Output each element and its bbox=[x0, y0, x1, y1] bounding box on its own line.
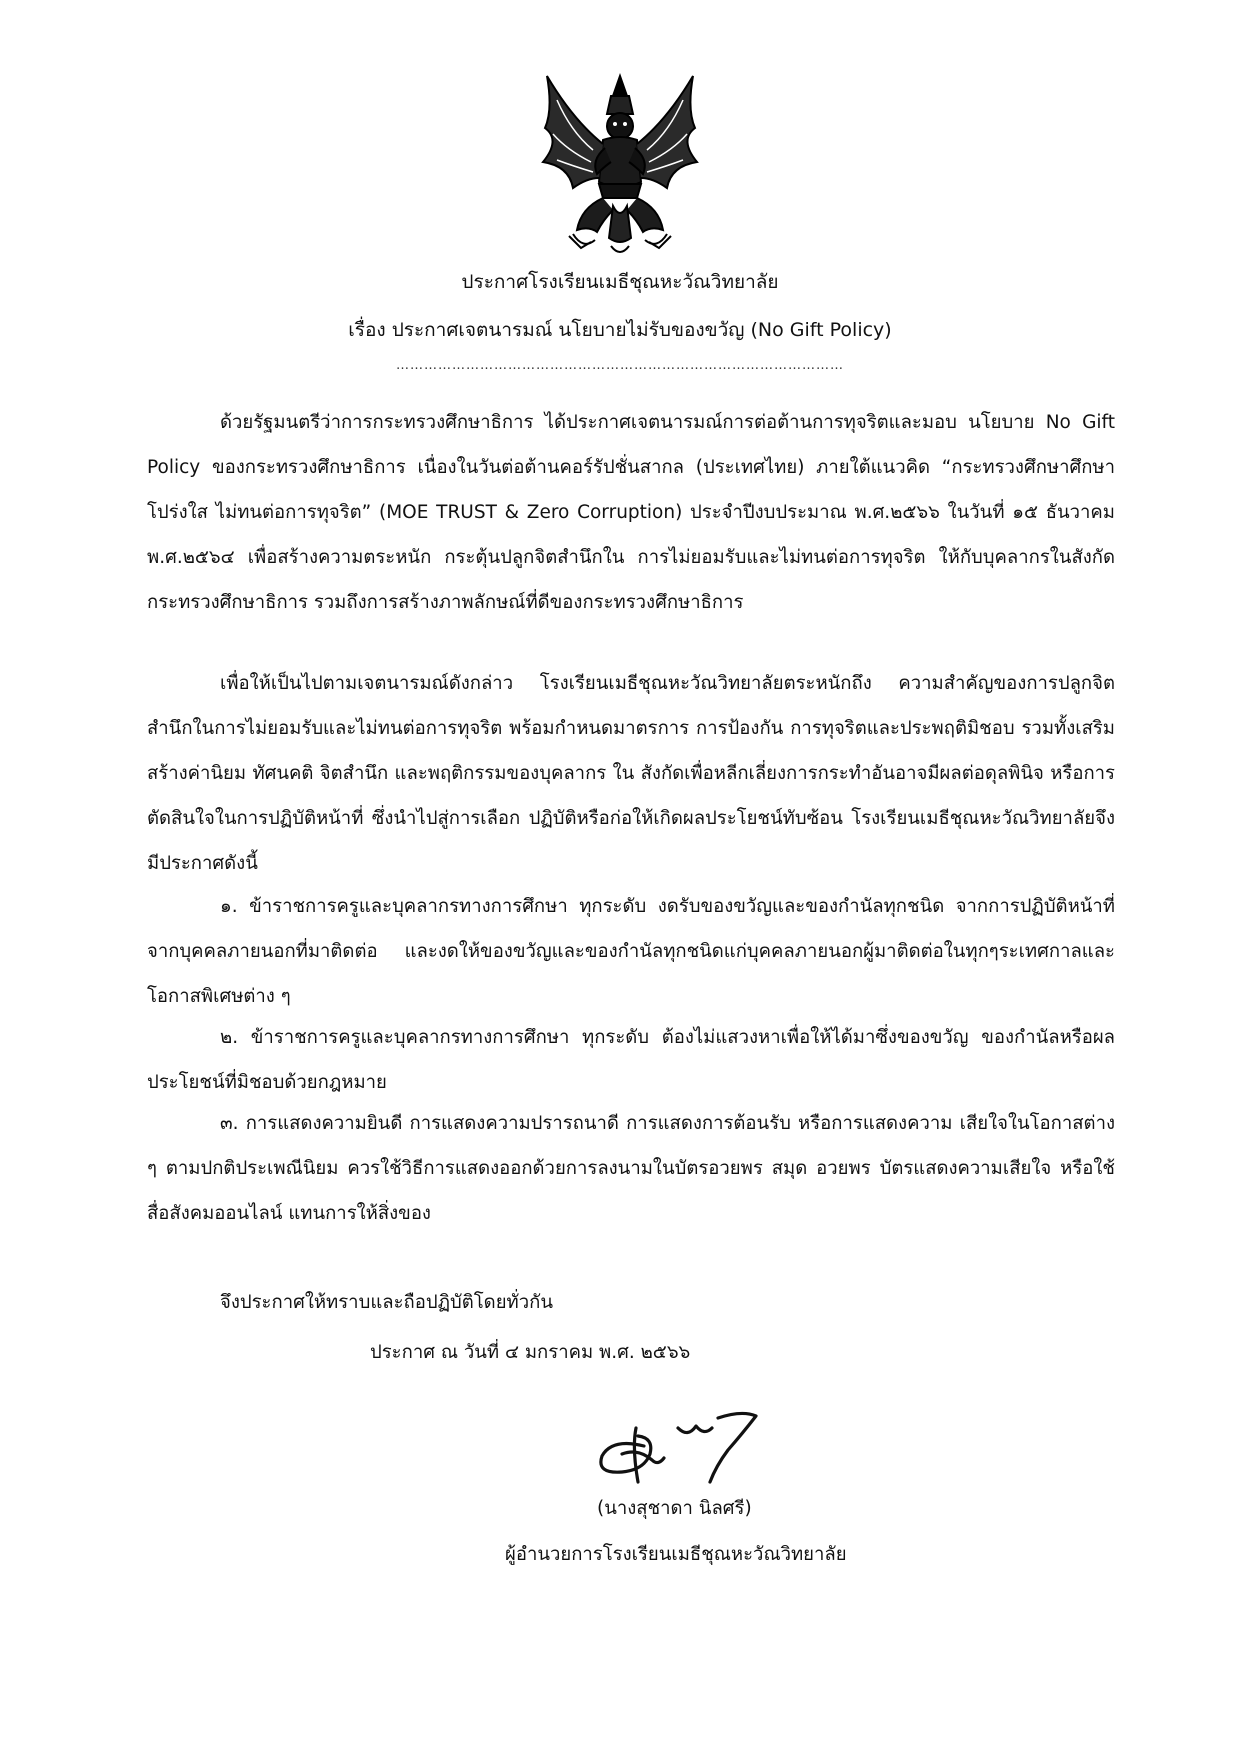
purpose-paragraph: เพื่อให้เป็นไปตามเจตนารมณ์ดังกล่าว โรงเรียนเมธีชุณหะวัณวิทยาลัยตระหนักถึง ความสำคัญของการปลูกจิตสำนึกในการไม่ยอมรับและไม่ทนต่อการทุจริต พร้อมกำหนดมาตรการ การป้องกัน การทุจริตและประพฤติมิชอบ รวมทั้งเสริมสร้างค่านิยม ทัศนคติ จิตสำนึก และพฤติกรรมของบุคลากร ใน สังกัดเพื่อหลีกเลี่ยงการกระทำอันอาจมีผลต่อดุลพินิจ หรือการตัดสินใจในการปฏิบัติหน้าที่ ซึ่งนำไปสู่การเลือก ปฏิบัติหรือก่อให้เกิดผลประโยชน์ทับซ้อน โรงเรียนเมธีชุณหะวัณวิทยาลัยจึงมีประกาศดังนี้ bbox=[147, 673, 1115, 874]
signer-position: ผู้อำนวยการโรงเรียนเมธีชุณหะวัณวิทยาลัย bbox=[505, 1544, 847, 1565]
signer-name: (นางสุชาดา นิลศรี) bbox=[597, 1498, 752, 1519]
dotted-divider: …………………………………………………………………………………… bbox=[396, 358, 844, 373]
signature-icon bbox=[592, 1408, 762, 1490]
closing-statement: จึงประกาศให้ทราบและถือปฏิบัติโดยทั่วกัน bbox=[220, 1292, 553, 1313]
announcement-date: ประกาศ ณ วันที่ ๔ มกราคม พ.ศ. ๒๕๖๖ bbox=[370, 1342, 691, 1363]
clause-3: ๓. การแสดงความยินดี การแสดงความปรารถนาดี การแสดงการต้อนรับ หรือการแสดงความ เสียใจในโอกาสต่าง ๆ ตามปกติประเพณีนิยม ควรใช้วิธีการแสดงออกด้วยการลงนามในบัตรอวยพร สมุด อวยพร บัตรแสดงความเสียใจ หรือใช้สื่อสังคมออนไลน์ แทนการให้สิ่งของ bbox=[147, 1113, 1115, 1224]
intro-paragraph: ด้วยรัฐมนตรีว่าการกระทรวงศึกษาธิการ ได้ประกาศเจตนารมณ์การต่อต้านการทุจริตและมอบ นโยบาย No Gift Policy ของกระทรวงศึกษาธิการ เนื่องในวันต่อต้านคอร์รัปชั่นสากล (ประเทศไทย) ภายใต้แนวคิด “กระทรวงศึกษาศึกษาโปร่งใส ไม่ทนต่อการทุจริต” (MOE TRUST & Zero Corruption) ประจำปีงบประมาณ พ.ศ.๒๕๖๖ ในวันที่ ๑๕ ธันวาคม พ.ศ.๒๕๖๔ เพื่อสร้างความตระหนัก กระตุ้นปลูกจิตสำนึกใน การไม่ยอมรับและไม่ทนต่อการทุจริต ให้กับบุคลากรในสังกัดกระทรวงศึกษาธิการ รวมถึงการสร้างภาพลักษณ์ที่ดีของกระทรวงศึกษาธิการ bbox=[147, 412, 1115, 613]
garuda-emblem-icon bbox=[533, 70, 708, 260]
clause-2: ๒. ข้าราชการครูและบุคลากรทางการศึกษา ทุกระดับ ต้องไม่แสวงหาเพื่อให้ได้มาซึ่งของขวัญ ของกำนัลหรือผลประโยชน์ที่มิชอบด้วยกฎหมาย bbox=[147, 1027, 1115, 1093]
announcement-title: ประกาศโรงเรียนเมธีชุณหะวัณวิทยาลัย bbox=[461, 271, 779, 293]
announcement-subject: เรื่อง ประกาศเจตนารมณ์ นโยบายไม่รับของขวัญ (No Gift Policy) bbox=[348, 319, 892, 341]
clause-1: ๑. ข้าราชการครูและบุคลากรทางการศึกษา ทุกระดับ งดรับของขวัญและของกำนัลทุกชนิด จากการปฏิบัติหน้าที่จากบุคคลภายนอกที่มาติดต่อ และงดให้ของขวัญและของกำนัลทุกชนิดแก่บุคคลภายนอกผู้มาติดต่อในทุกๆระเทศกาลและโอกาสพิเศษต่าง ๆ bbox=[147, 896, 1115, 1007]
